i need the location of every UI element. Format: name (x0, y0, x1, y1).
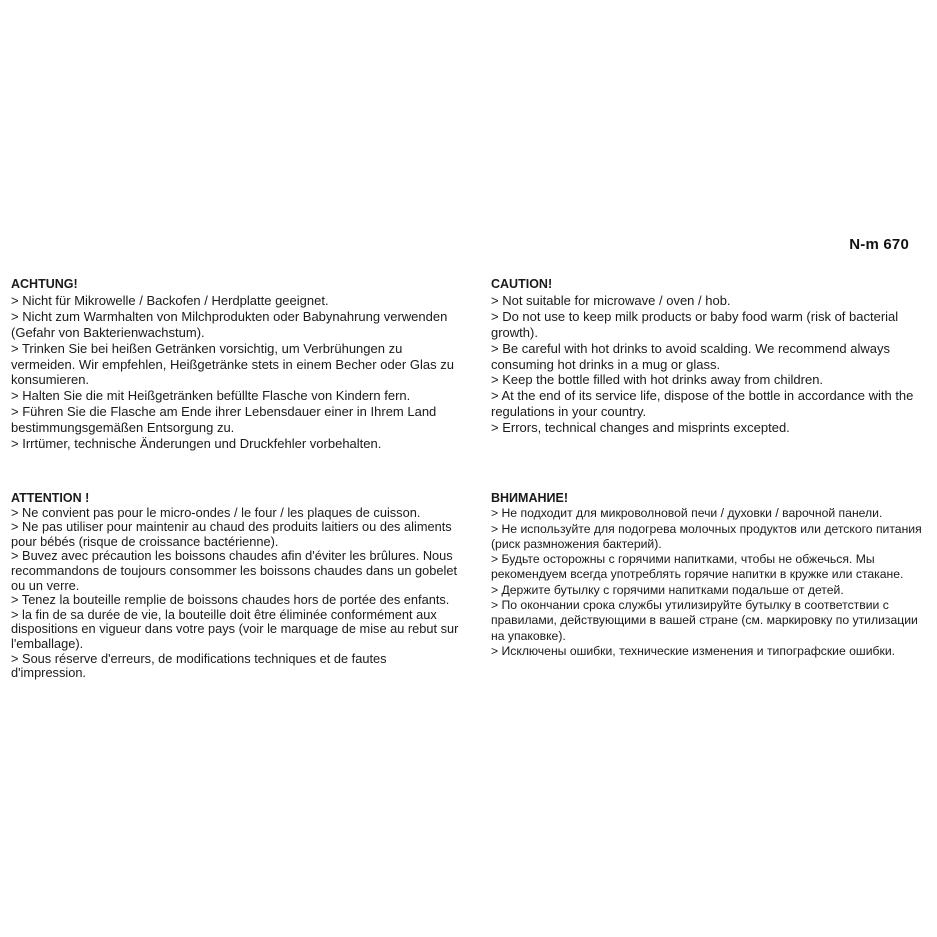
warning-block-german (11, 277, 461, 452)
warning-line: > Buvez avec précaution les boissons chaudes afin d'éviter les brûlures. Nous recommandons de toujours consommer les boissons chaudes dans un gobelet ou un verre. (11, 548, 458, 593)
warning-line: > Führen Sie die Flasche am Ende ihrer Lebensdauer einer in Ihrem Land bestimmungsgemäßen Entsorgung zu. (11, 404, 437, 436)
warning-line: > Be careful with hot drinks to avoid scalding. We recommend always consuming hot drinks in a mug or glass. (491, 340, 890, 372)
warning-line: > Not suitable for microwave / oven / hob. (491, 292, 731, 308)
warning-block-french (11, 491, 461, 681)
warning-line: > Keep the bottle filled with hot drinks away from children. (491, 372, 824, 388)
warning-line: > Trinken Sie bei heißen Getränken vorsichtig, um Verbrühungen zu vermeiden. Wir empfehlen, Heißgetränke stets in einem Becher oder Glas zu konsumieren. (11, 340, 454, 388)
warning-heading: ATTENTION ! (11, 491, 90, 505)
warning-line: > Nicht für Mikrowelle / Backofen / Herdplatte geeignet. (11, 292, 329, 308)
warning-line: > Tenez la bouteille remplie de boissons chaudes hors de portée des enfants. (11, 592, 450, 608)
warning-line: > At the end of its service life, dispose of the bottle in accordance with the regulations in your country. (491, 388, 914, 420)
warning-heading: ВНИМАНИЕ! (491, 491, 568, 505)
warning-block-russian (491, 491, 931, 659)
warning-heading: CAUTION! (491, 277, 553, 291)
warning-line: > По окончании срока службы утилизируйте бутылку в соответствии с правилами, действующими в вашей стране (см. маркировку по утилизации на упаковке). (491, 598, 918, 643)
warning-line: > Будьте осторожны с горячими напитками, чтобы не обжечься. Мы рекомендуем всегда употреблять горячие напитки в кружке или стакане. (491, 552, 904, 582)
warning-line: > Errors, technical changes and misprints excepted. (491, 420, 790, 436)
warning-line: > Irrtümer, technische Änderungen und Druckfehler vorbehalten. (11, 436, 382, 452)
warning-line: > Nicht zum Warmhalten von Milchprodukten oder Babynahrung verwenden (Gefahr von Bakterienwachstum). (11, 308, 448, 340)
warning-block-english (491, 277, 921, 436)
warning-heading: ACHTUNG! (11, 277, 78, 291)
warning-line: > Не используйте для подогрева молочных продуктов или детского питания (риск размножения бактерий). (491, 521, 922, 551)
warning-line: > Держите бутылку с горячими напитками подальше от детей. (491, 582, 844, 597)
warning-line: > Исключены ошибки, технические изменения и типографские ошибки. (491, 643, 896, 658)
warning-line: > Ne pas utiliser pour maintenir au chaud des produits laitiers ou des aliments pour bébés (risque de croissance bactérienne). (11, 519, 452, 549)
warning-line: > Sous réserve d'erreurs, de modifications techniques et de fautes d'impression. (11, 650, 387, 681)
warning-line: > la fin de sa durée de vie, la bouteille doit être éliminée conformément aux dispositions en vigueur dans votre pays (voir le marquage de mise au rebut sur l'emballage). (11, 606, 459, 651)
model-number: N-m 670 (849, 236, 909, 253)
warning-line: > Не подходит для микроволновой печи / духовки / варочной панели. (491, 506, 883, 521)
warning-line: > Ne convient pas pour le micro-ondes / le four / les plaques de cuisson. (11, 504, 421, 520)
warning-line: > Do not use to keep milk products or baby food warm (risk of bacterial growth). (491, 308, 899, 340)
warning-line: > Halten Sie die mit Heißgetränken befüllte Flasche von Kindern fern. (11, 388, 411, 404)
